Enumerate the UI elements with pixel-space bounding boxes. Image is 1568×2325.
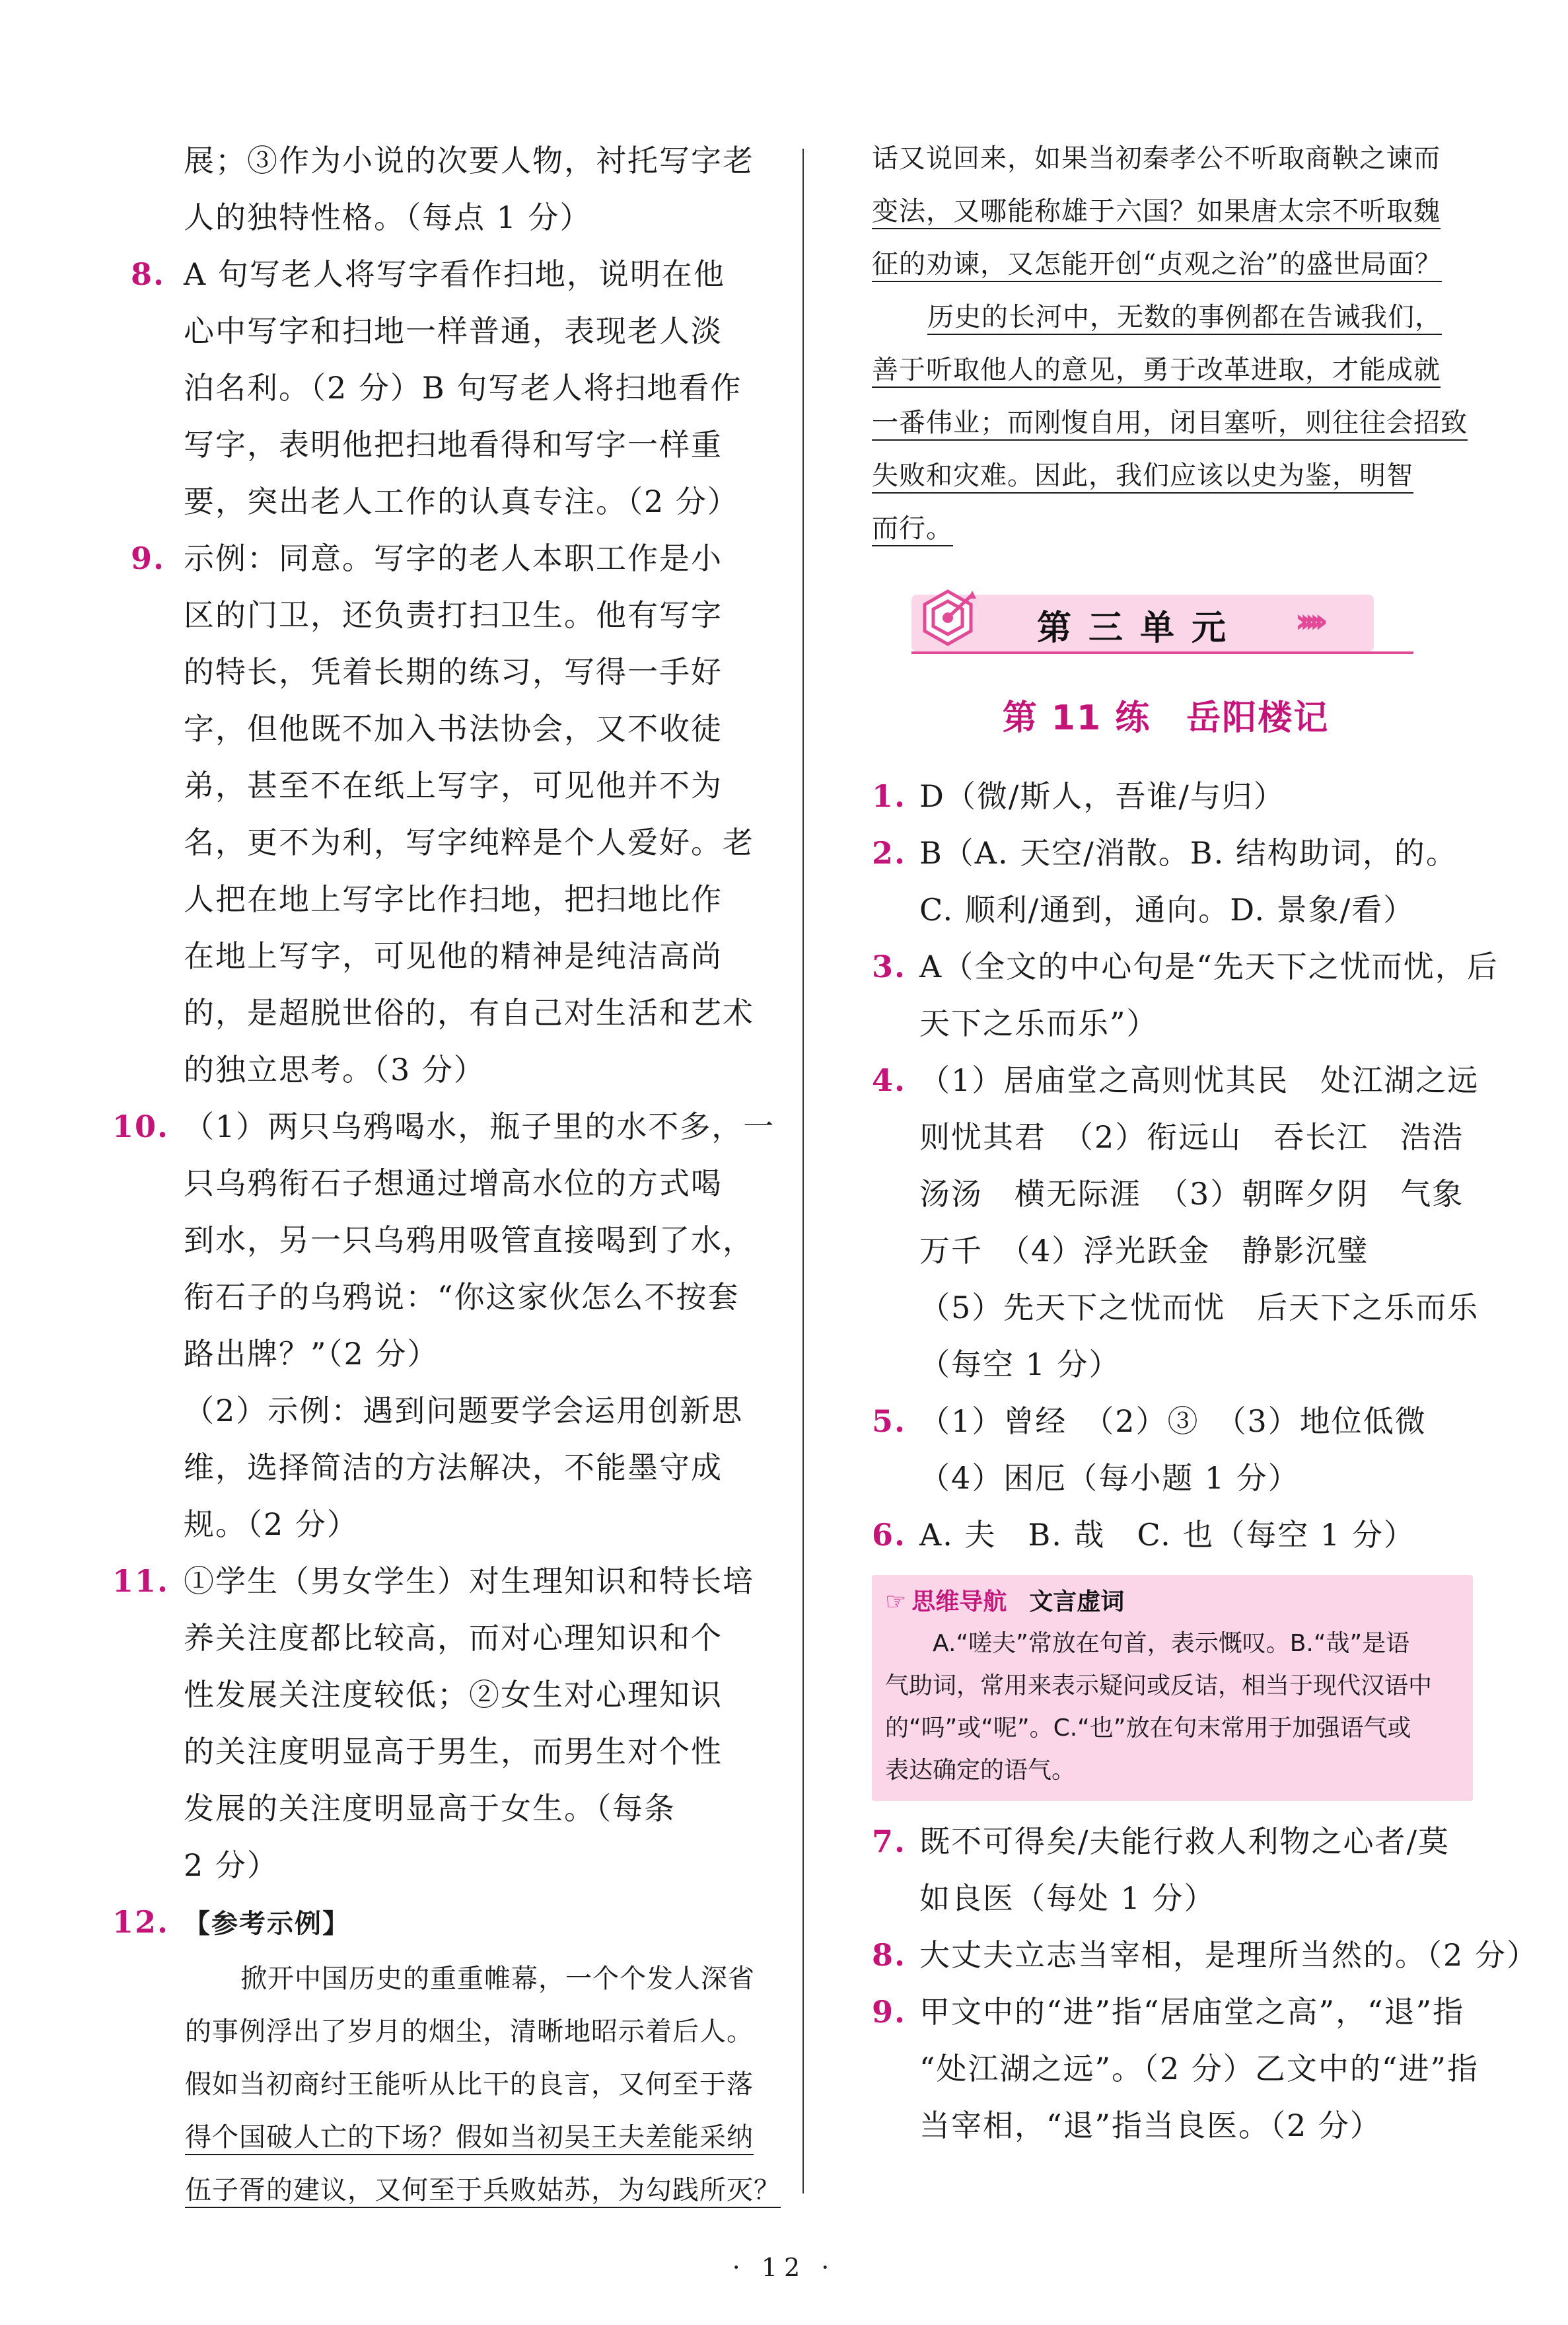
answer-line: 的特长，凭着长期的练习，写得一手好 bbox=[184, 654, 723, 690]
essay-line: 伍子胥的建议，又何至于兵败姑苏，为勾践所灭？ bbox=[185, 2175, 781, 2205]
question-number: 12. bbox=[112, 1904, 170, 1940]
essay-line: 话又说回来，如果当初秦孝公不听取商鞅之谏而 bbox=[872, 143, 1441, 174]
answer-line: 大丈夫立志当宰相，是理所当然的。（2 分） bbox=[919, 1937, 1538, 1973]
question-9 bbox=[112, 530, 766, 1098]
question-number: 6. bbox=[872, 1517, 907, 1553]
text-line: 展；③作为小说的次要人物，衬托写字老 bbox=[184, 143, 754, 178]
nav-line: 表达确定的语气。 bbox=[885, 1757, 1076, 1784]
answer-line: 心中写字和扫地一样普通，表现老人淡 bbox=[184, 313, 723, 349]
lesson-title: 第 11 练 岳阳楼记 bbox=[1002, 698, 1330, 738]
answer-line: 2 分） bbox=[184, 1847, 279, 1883]
answer-line: 的独立思考。（3 分） bbox=[184, 1052, 485, 1088]
essay-line: 征的劝谏，又怎能开创“贞观之治”的盛世局面？ bbox=[872, 249, 1442, 279]
nav-line: 的“吗”或“呢”。C.“也”放在句末常用于加强语气或 bbox=[885, 1715, 1411, 1742]
left-column bbox=[112, 132, 781, 2217]
answer-line: 只乌鸦衔石子想通过增高水位的方式喝 bbox=[184, 1165, 723, 1201]
nav-label: 思维导航 bbox=[911, 1588, 1007, 1615]
column-divider bbox=[802, 149, 804, 2194]
question-6 bbox=[872, 1506, 1460, 1563]
answer-line: （1）曾经 （2）③ （3）地位低微 bbox=[919, 1403, 1427, 1439]
answer-line: 养关注度都比较高，而对心理知识和个 bbox=[184, 1620, 723, 1656]
right-column bbox=[872, 132, 1538, 2154]
thinking-navigation-box bbox=[872, 1575, 1473, 1801]
answer-line: 区的门卫，还负责打扫卫生。他有写字 bbox=[184, 597, 723, 633]
answer-line: B（A. 天空/消散。B. 结构助词，的。 bbox=[919, 835, 1458, 871]
answer-line: A. 夫 B. 哉 C. 也（每空 1 分） bbox=[919, 1517, 1415, 1553]
question-2 bbox=[872, 825, 1460, 938]
answer-line: 在地上写字，可见他的精神是纯洁高尚 bbox=[184, 938, 723, 974]
essay-excerpt bbox=[112, 1952, 781, 2217]
answer-line: 路出牌？”（2 分） bbox=[184, 1336, 439, 1372]
answer-line: 写字，表明他把扫地看得和写字一样重 bbox=[184, 427, 723, 462]
essay-line: 失败和灾难。因此，我们应该以史为鉴，明智 bbox=[872, 461, 1413, 491]
question-8-right bbox=[872, 1927, 1538, 1983]
answer-line: 甲文中的“进”指“居庙堂之高”，“退”指 bbox=[919, 1994, 1465, 2030]
answer-line: 性发展关注度较低；②女生对心理知识 bbox=[184, 1677, 723, 1713]
question-12 bbox=[112, 1894, 781, 2217]
answer-line: ①学生（男女学生）对生理知识和特长培 bbox=[184, 1563, 754, 1599]
answer-line: 发展的关注度明显高于女生。（每条 bbox=[184, 1790, 676, 1826]
answer-line: 汤汤 横无际涯 （3）朝晖夕阴 气象 bbox=[919, 1176, 1464, 1212]
answer-line: 到水，另一只乌鸦用吸管直接喝到了水， bbox=[184, 1222, 754, 1258]
answer-line: 要，突出老人工作的认真专注。（2 分） bbox=[184, 484, 739, 519]
answer-line: （1）两只乌鸦喝水，瓶子里的水不多，一 bbox=[184, 1109, 775, 1144]
question-3 bbox=[872, 938, 1499, 1052]
question-7 bbox=[872, 1813, 1460, 1927]
question-number: 8. bbox=[872, 1937, 907, 1973]
answer-line: 当宰相，“退”指当良医。（2 分） bbox=[919, 2108, 1382, 2143]
answer-line: 如良医（每处 1 分） bbox=[919, 1880, 1216, 1916]
unit-banner-underline bbox=[911, 651, 1413, 654]
unit-title: 第三单元 bbox=[1037, 609, 1244, 648]
answer-line: 天下之乐而乐”） bbox=[919, 1006, 1158, 1041]
answer-line: 弟，甚至不在纸上写字，可见他并不为 bbox=[184, 768, 723, 803]
essay-line: 而行。 bbox=[872, 513, 953, 544]
essay-line: 的事例浮出了岁月的烟尘，清晰地昭示着后人。 bbox=[185, 2016, 754, 2047]
question-number: 9. bbox=[872, 1994, 907, 2030]
question-number: 3. bbox=[872, 949, 907, 984]
answer-line: 则忧其君 （2）衔远山 吞长江 浩浩 bbox=[919, 1119, 1464, 1155]
answer-line: 维，选择简洁的方法解决，不能墨守成 bbox=[184, 1450, 723, 1485]
answer-line: 规。（2 分） bbox=[184, 1506, 359, 1542]
answer-line: 的关注度明显高于男生，而男生对个性 bbox=[184, 1734, 723, 1769]
reference-example-label: 【参考示例】 bbox=[184, 1909, 350, 1939]
answer-line: （5）先天下之忧而忧 后天下之乐而乐 bbox=[919, 1290, 1479, 1325]
essay-line: 掀开中国历史的重重帷幕，一个个发人深省 bbox=[240, 1964, 755, 1994]
answer-line: 字，但他既不加入书法协会，又不收徒 bbox=[184, 711, 723, 747]
text-line: 人的独特性格。（每点 1 分） bbox=[184, 200, 592, 235]
page-number: · 12 · bbox=[732, 2253, 836, 2282]
answer-line: A（全文的中心句是“先天下之忧而忧，后 bbox=[919, 949, 1499, 984]
answer-line: 人把在地上写字比作扫地，把扫地比作 bbox=[184, 881, 723, 917]
answer-line: （2）示例：遇到问题要学会运用创新思 bbox=[184, 1393, 744, 1428]
answer-line: （每空 1 分） bbox=[919, 1347, 1121, 1382]
answer-line: “处江湖之远”。（2 分）乙文中的“进”指 bbox=[919, 2051, 1479, 2086]
question-number: 2. bbox=[872, 835, 907, 871]
question-number: 5. bbox=[872, 1403, 907, 1439]
answer-line: 万千 （4）浮光跃金 静影沉璧 bbox=[919, 1233, 1369, 1269]
answer-line: A 句写老人将写字看作扫地，说明在他 bbox=[184, 256, 725, 292]
answer-line: 名，更不为利，写字纯粹是个人爱好。老 bbox=[184, 825, 754, 860]
answer-line: 既不可得矣/夫能行救人利物之心者/莫 bbox=[919, 1824, 1450, 1859]
essay-line: 一番伟业；而刚愎自用，闭目塞听，则往往会招致 bbox=[872, 408, 1468, 438]
answer-line: （4）困厄（每小题 1 分） bbox=[919, 1460, 1300, 1496]
nav-line: 气助词，常用来表示疑问或反诘，相当于现代汉语中 bbox=[885, 1672, 1433, 1699]
essay-line: 变法，又哪能称雄于六国？如果唐太宗不听取魏 bbox=[872, 196, 1441, 227]
question-number: 9. bbox=[130, 540, 165, 576]
answer-line: C. 顺利/通到，通向。D. 景象/看） bbox=[919, 892, 1415, 928]
question-number: 4. bbox=[872, 1062, 907, 1098]
question-number: 8. bbox=[130, 256, 165, 292]
target-icon bbox=[918, 588, 978, 647]
pointing-hand-icon: ☞ bbox=[885, 1588, 907, 1615]
question-9-right bbox=[872, 1983, 1479, 2154]
answer-line: 的，是超脱世俗的，有自己对生活和艺术 bbox=[184, 995, 754, 1031]
unit-banner bbox=[872, 575, 1460, 674]
chevron-arrows-icon: ››››› bbox=[1295, 601, 1320, 641]
question-11 bbox=[112, 1553, 766, 1894]
essay-line: 得个国破人亡的下场？假如当初吴王夫差能采纳 bbox=[185, 2122, 754, 2153]
question-5 bbox=[872, 1393, 1460, 1506]
question-10 bbox=[112, 1098, 775, 1553]
nav-header bbox=[885, 1582, 1460, 1623]
essay-continuation bbox=[872, 132, 1468, 555]
question-4 bbox=[872, 1052, 1479, 1393]
answer-line: 衔石子的乌鸦说：“你这家伙怎么不按套 bbox=[184, 1279, 740, 1315]
nav-topic: 文言虚词 bbox=[1029, 1588, 1125, 1615]
essay-line: 善于听取他人的意见，勇于改革进取，才能成就 bbox=[872, 355, 1441, 385]
answer-line: 示例：同意。写字的老人本职工作是小 bbox=[184, 540, 723, 576]
question-8 bbox=[112, 246, 766, 530]
question-number: 1. bbox=[872, 778, 907, 814]
answer-line: D（微/斯人，吾谁/与归） bbox=[919, 778, 1285, 814]
question-number: 10. bbox=[112, 1109, 170, 1144]
answer-line: 泊名利。（2 分）B 句写老人将扫地看作 bbox=[184, 370, 742, 406]
essay-line: 假如当初商纣王能听从比干的良言，又何至于落 bbox=[185, 2069, 754, 2100]
essay-line: 历史的长河中，无数的事例都在告诫我们， bbox=[927, 302, 1442, 332]
answer-line: （1）居庙堂之高则忧其民 处江湖之远 bbox=[919, 1062, 1479, 1098]
nav-line: A.“嗟夫”常放在句首，表示慨叹。B.“哉”是语 bbox=[933, 1630, 1410, 1657]
question-1 bbox=[872, 768, 1460, 825]
question-number: 11. bbox=[112, 1563, 170, 1599]
question-number: 7. bbox=[872, 1824, 907, 1859]
